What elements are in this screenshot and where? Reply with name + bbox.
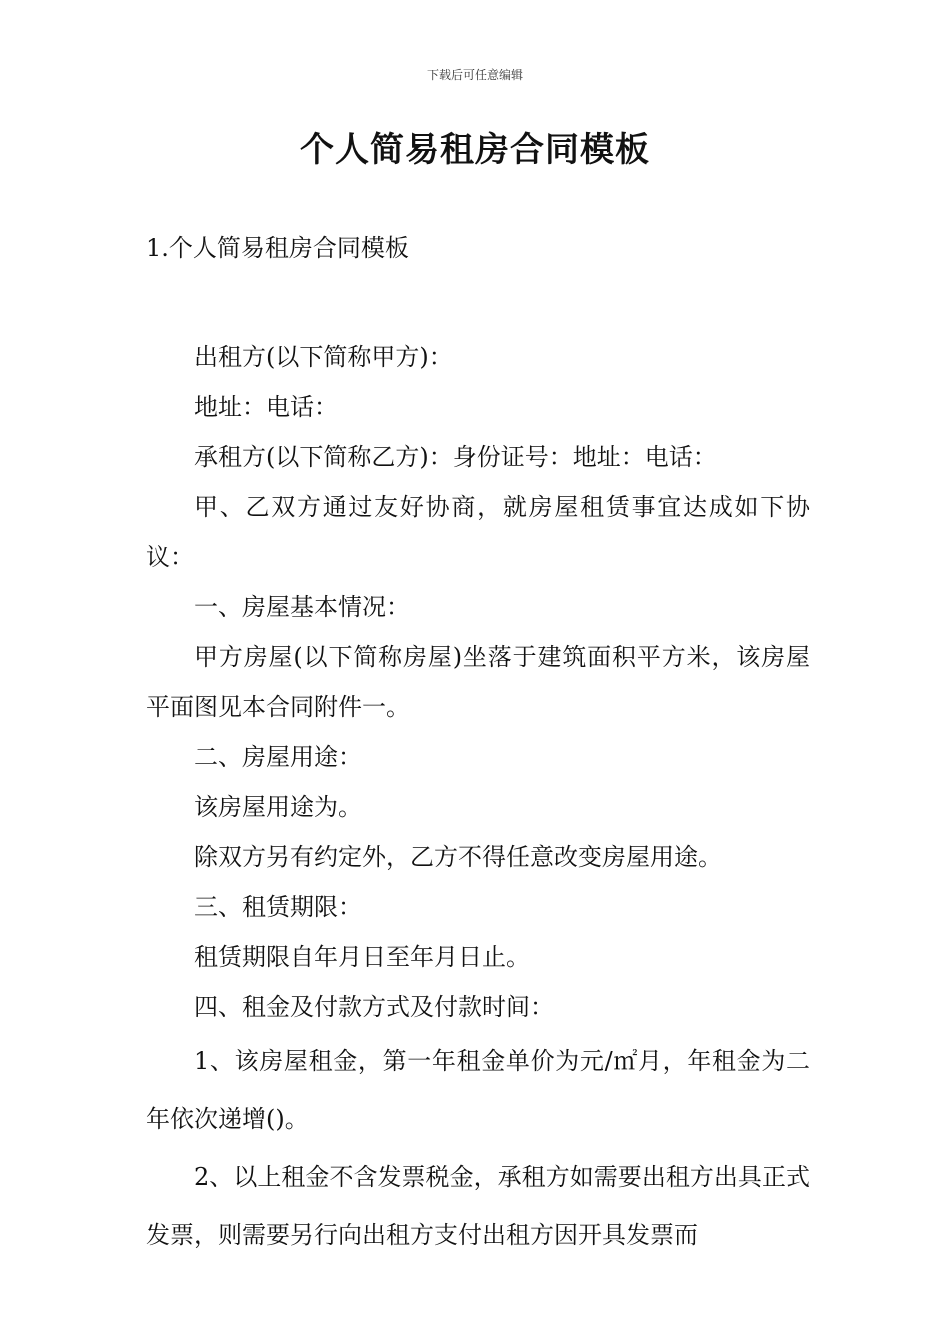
paragraph-use-restriction: 除双方另有约定外，乙方不得任意改变房屋用途。: [194, 843, 722, 871]
document-body: [146, 332, 810, 1264]
clause-heading-2: 二、房屋用途：: [194, 743, 362, 771]
paragraph-house-location: 甲方房屋(以下简称房屋)坐落于建筑面积平方米，该房屋平面图见本合同附件一。: [146, 643, 810, 721]
section-heading: 1.个人简易租房合同模板: [146, 234, 409, 262]
header-note: 下载后可任意编辑: [426, 68, 523, 82]
paragraph-lessee: 承租方(以下简称乙方)：身份证号：地址：电话：: [194, 443, 717, 471]
clause-heading-4: 四、租金及付款方式及付款时间：: [194, 993, 554, 1021]
paragraph-rent-invoice: 2、以上租金不含发票税金，承租方如需要出租方出具正式发票，则需要另行向出租方支付出租方因开具发票而: [146, 1163, 810, 1249]
clause-heading-3: 三、租赁期限：: [194, 893, 362, 921]
paragraph-lease-term: 租赁期限自年月日至年月日止。: [194, 943, 530, 971]
paragraph-lessor: 出租方(以下简称甲方)：: [194, 343, 453, 371]
document-title: 个人简易租房合同模板: [300, 130, 650, 170]
paragraph-rent-price: 1、该房屋租金，第一年租金单价为元/㎡月，年租金为二年依次递增()。: [146, 1047, 810, 1133]
paragraph-agreement-intro: 甲、乙双方通过友好协商，就房屋租赁事宜达成如下协议：: [146, 493, 810, 571]
clause-heading-1: 一、房屋基本情况：: [194, 593, 410, 621]
paragraph-lessor-address: 地址：电话：: [194, 393, 338, 421]
paragraph-house-use: 该房屋用途为。: [194, 793, 362, 821]
